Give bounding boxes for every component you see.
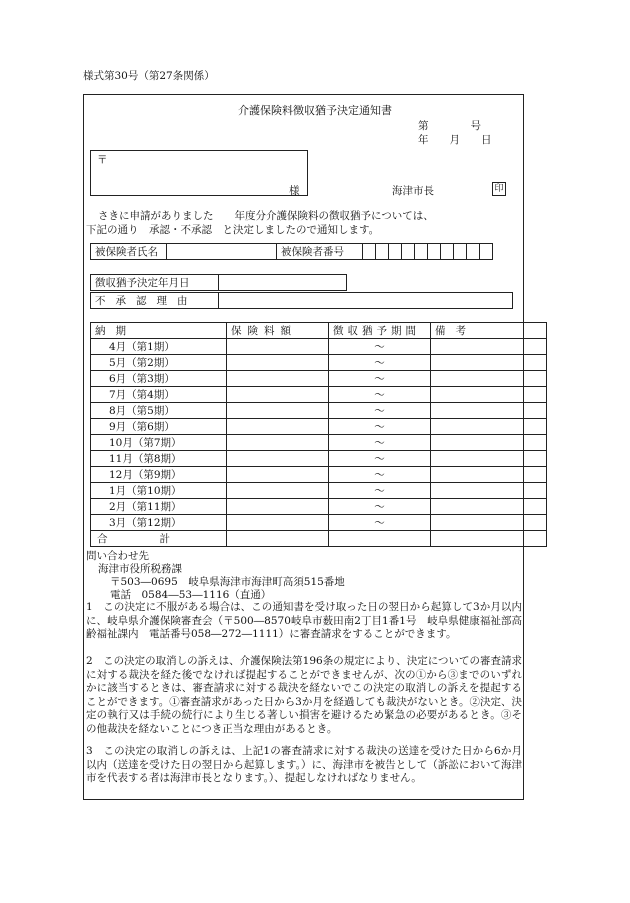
insured-number-label: 被保険者番号 xyxy=(277,244,363,260)
remarks xyxy=(431,387,547,403)
deferral-period: ～ xyxy=(329,403,431,419)
period-label: 6月（第3期） xyxy=(91,371,227,387)
postal-mark: 〒 xyxy=(97,154,108,166)
deferral-period: ～ xyxy=(329,451,431,467)
schedule-row xyxy=(91,467,547,483)
contact-address: 〒503―0695 岐阜県海津市海津町高須515番地 xyxy=(110,576,345,588)
deferral-period: ～ xyxy=(329,499,431,515)
note-2: 2 この決定の取消しの訴えは、介護保険法第196条の規定により、決定についての審査請求に対する裁決を経た後でなければ提起することができませんが、次の①から③までのいずれかに該当するときは、審査請求に対する裁決を経ないでこの決定の取消しの訴えを提起することができます。①審査請求があった日から3か月を経過しても裁決がないとき。②決定、決定の執行又は手続の続行により生じる著しい損害を避けるため緊急の必要があるとき。③その他裁決を経ないことにつき正当な理由があるとき。 xyxy=(86,655,523,735)
schedule-header-row xyxy=(91,323,547,339)
premium-amount xyxy=(227,355,329,371)
remarks xyxy=(431,403,547,419)
seal-mark: 印 xyxy=(492,182,506,196)
denial-reason-value xyxy=(219,293,513,309)
period-label: 9月（第6期） xyxy=(91,419,227,435)
decision-date-value xyxy=(219,275,347,291)
issuer: 海津市長 xyxy=(392,185,434,197)
premium-amount xyxy=(227,451,329,467)
premium-amount xyxy=(227,435,329,451)
premium-amount xyxy=(227,419,329,435)
premium-amount xyxy=(227,403,329,419)
insured-number-digit xyxy=(467,244,480,260)
deferral-period: ～ xyxy=(329,419,431,435)
insured-row xyxy=(91,244,493,260)
total-amount xyxy=(227,531,329,547)
premium-amount xyxy=(227,515,329,531)
total-label: 合計 xyxy=(91,531,227,547)
seal xyxy=(492,182,506,196)
document-title: 介護保険料徴収猶予決定通知書 xyxy=(238,104,392,117)
period-label: 7月（第4期） xyxy=(91,387,227,403)
note-1: 1 この決定に不服がある場合は、この通知書を受け取った日の翌日から起算して3か月以内に、岐阜県介護保険審査会（〒500―8570岐阜市薮田南2丁目1番1号 岐阜県健康福祉部高齢福祉課内 電話番号058―272―1111）に審査請求をすることができます。 xyxy=(86,601,522,640)
premium-amount xyxy=(227,499,329,515)
remarks xyxy=(431,419,547,435)
schedule-row xyxy=(91,371,547,387)
period-label: 5月（第2期） xyxy=(91,355,227,371)
insured-number-digit xyxy=(376,244,389,260)
schedule-row xyxy=(91,403,547,419)
deferral-period: ～ xyxy=(329,387,431,403)
remarks xyxy=(431,483,547,499)
deferral-period: ～ xyxy=(329,435,431,451)
schedule-row xyxy=(91,515,547,531)
period-label: 3月（第12期） xyxy=(91,515,227,531)
remarks xyxy=(431,467,547,483)
header-premium-amount: 保険料額 xyxy=(227,323,329,339)
deferral-period: ～ xyxy=(329,371,431,387)
header-due-period: 納期 xyxy=(91,323,227,339)
period-label: 2月（第11期） xyxy=(91,499,227,515)
total-row xyxy=(91,531,547,547)
period-label: 8月（第5期） xyxy=(91,403,227,419)
schedule-row xyxy=(91,419,547,435)
header-remarks: 備考 xyxy=(431,323,547,339)
deferral-period: ～ xyxy=(329,339,431,355)
contact-phone: 電話 0584―53―1116（直通） xyxy=(110,589,272,601)
period-label: 10月（第7期） xyxy=(91,435,227,451)
period-label: 11月（第8期） xyxy=(91,451,227,467)
remarks xyxy=(431,339,547,355)
premium-amount xyxy=(227,467,329,483)
insured-number-digit xyxy=(454,244,467,260)
document-number: 第 号 xyxy=(418,120,481,132)
insured-number-digit xyxy=(428,244,441,260)
remarks xyxy=(431,451,547,467)
schedule-row xyxy=(91,499,547,515)
premium-amount xyxy=(227,371,329,387)
total-deferral xyxy=(329,531,431,547)
deferral-period: ～ xyxy=(329,355,431,371)
insured-number-digit xyxy=(441,244,454,260)
header-deferral-period: 徴収猶予期間 xyxy=(329,323,431,339)
issue-date: 年 月 日 xyxy=(418,134,492,146)
schedule-row xyxy=(91,483,547,499)
remarks xyxy=(431,435,547,451)
schedule-row xyxy=(91,387,547,403)
schedule-row xyxy=(91,339,547,355)
insured-number-digit xyxy=(363,244,376,260)
decision-date-row xyxy=(91,275,347,291)
remarks xyxy=(431,371,547,387)
form-number: 様式第30号（第27条関係） xyxy=(83,70,215,82)
period-label: 4月（第1期） xyxy=(91,339,227,355)
insured-number-digit xyxy=(402,244,415,260)
deferral-period: ～ xyxy=(329,515,431,531)
denial-reason-label: 不承認理由 xyxy=(91,293,219,309)
premium-amount xyxy=(227,387,329,403)
premium-amount xyxy=(227,483,329,499)
body-line-1: さきに申請がありました 年度分介護保険料の徴収猶予については、 xyxy=(98,210,434,222)
total-remarks xyxy=(431,531,547,547)
remarks xyxy=(431,499,547,515)
deferral-period: ～ xyxy=(329,483,431,499)
body-line-2: 下記の通り 承認・不承認 と決定しましたので通知します。 xyxy=(86,224,380,236)
contact-heading: 問い合わせ先 xyxy=(86,550,149,562)
schedule-row xyxy=(91,355,547,371)
schedule-table xyxy=(90,322,547,547)
insured-name-label: 被保険者氏名 xyxy=(91,244,167,260)
decision-table xyxy=(90,274,347,291)
honorific: 様 xyxy=(289,185,300,197)
note-3: 3 この決定の取消しの訴えは、上記1の審査請求に対する裁決の送達を受けた日から6か月以内（送達を受けた日の翌日から起算します。）に、海津市を被告として（訴訟において海津市を代表する者は海津市長となります。）、提起しなければなりません。 xyxy=(86,745,522,784)
premium-amount xyxy=(227,339,329,355)
period-label: 12月（第9期） xyxy=(91,467,227,483)
decision-date-label: 徴収猶予決定年月日 xyxy=(91,275,219,291)
address-box xyxy=(90,150,308,196)
contact-office: 海津市役所税務課 xyxy=(98,563,182,575)
insured-table xyxy=(90,243,493,260)
deferral-period: ～ xyxy=(329,467,431,483)
remarks xyxy=(431,355,547,371)
reason-table xyxy=(90,292,513,309)
schedule-row xyxy=(91,451,547,467)
schedule-row xyxy=(91,435,547,451)
insured-number-digit xyxy=(389,244,402,260)
remarks xyxy=(431,515,547,531)
denial-reason-row xyxy=(91,293,513,309)
insured-number-digit xyxy=(415,244,428,260)
period-label: 1月（第10期） xyxy=(91,483,227,499)
insured-name-value xyxy=(167,244,277,260)
insured-number-digit xyxy=(480,244,493,260)
